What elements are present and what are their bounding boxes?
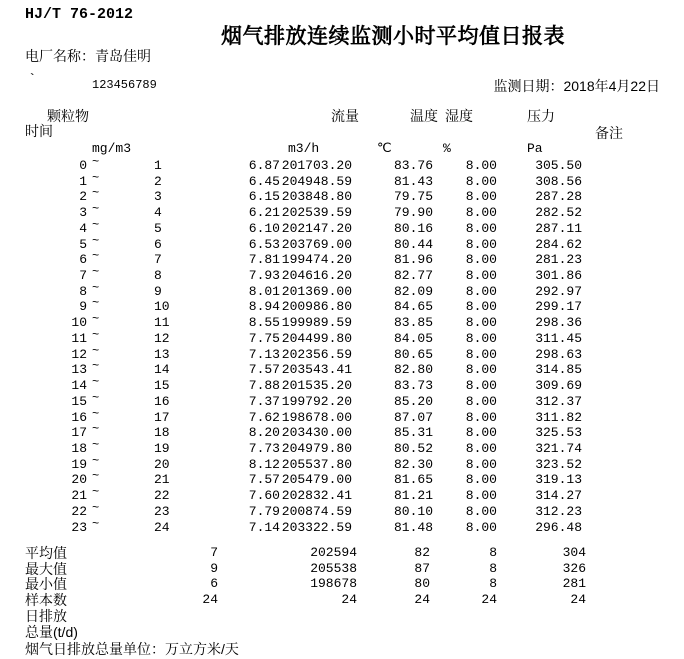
cell-hour-end: 19 xyxy=(154,440,170,456)
cell-pressure: 309.69 xyxy=(535,378,582,394)
cell-flow: 200986.80 xyxy=(281,299,352,315)
cell-temperature: 79.90 xyxy=(393,205,433,221)
cell-hour-start: 13 xyxy=(71,362,87,378)
summary-label: 最大值 xyxy=(25,560,67,577)
cell-hour-start: 16 xyxy=(71,409,87,425)
plant-name-label: 电厂名称： xyxy=(25,48,95,64)
cell-tilde: ~ xyxy=(92,406,100,421)
table-row xyxy=(0,233,684,253)
summary-row xyxy=(0,609,684,624)
cell-flow: 200874.59 xyxy=(281,503,352,519)
cell-tilde: ~ xyxy=(92,500,100,515)
cell-hour-start: 12 xyxy=(71,346,87,362)
summary-humidity: 8 xyxy=(489,545,497,560)
cell-hour-end: 3 xyxy=(154,189,162,205)
cell-flow: 202147.20 xyxy=(281,220,352,236)
table-row xyxy=(0,437,684,457)
table-row xyxy=(0,170,684,190)
col-header-temperature: 温度 xyxy=(410,108,438,124)
cell-humidity: 8.00 xyxy=(465,268,497,284)
cell-humidity: 8.00 xyxy=(465,220,497,236)
cell-particulate: 8.55 xyxy=(248,315,280,331)
cell-temperature: 83.76 xyxy=(393,158,433,173)
table-row xyxy=(0,406,684,426)
unit-particulate: mg/m3 xyxy=(92,141,132,156)
table-row xyxy=(0,375,684,394)
cell-hour-end: 1 xyxy=(154,158,162,173)
table-row xyxy=(0,390,684,410)
footer-note: 烟气日排放总量单位：万立方米/天 xyxy=(25,641,239,657)
cell-humidity: 8.00 xyxy=(465,503,497,519)
cell-humidity: 8.00 xyxy=(465,378,497,394)
cell-temperature: 80.16 xyxy=(393,220,433,236)
cell-flow: 202832.41 xyxy=(281,488,352,504)
cell-hour-start: 14 xyxy=(71,378,87,394)
cell-pressure: 311.82 xyxy=(535,409,582,425)
table-row xyxy=(0,516,684,536)
cell-hour-end: 13 xyxy=(154,346,170,362)
summary-label: 日排放 xyxy=(25,607,67,624)
cell-particulate: 6.45 xyxy=(248,173,280,189)
cell-hour-start: 3 xyxy=(79,205,87,221)
cell-hour-end: 2 xyxy=(154,173,162,189)
table-row xyxy=(0,186,684,205)
cell-tilde: ~ xyxy=(92,217,100,232)
cell-humidity: 8.00 xyxy=(465,456,497,472)
cell-temperature: 80.10 xyxy=(393,503,433,519)
cell-flow: 203848.80 xyxy=(281,189,352,205)
cell-flow: 204948.59 xyxy=(281,173,352,189)
cell-temperature: 80.44 xyxy=(393,236,433,252)
cell-pressure: 308.56 xyxy=(535,173,582,189)
summary-temperature: 80 xyxy=(414,576,430,592)
cell-tilde: ~ xyxy=(92,422,100,437)
cell-humidity: 8.00 xyxy=(465,425,497,441)
cell-hour-start: 22 xyxy=(71,503,87,519)
cell-particulate: 7.37 xyxy=(248,393,280,409)
cell-flow: 198678.00 xyxy=(281,409,352,425)
cell-humidity: 8.00 xyxy=(465,346,497,362)
cell-hour-end: 8 xyxy=(154,268,162,284)
cell-pressure: 305.50 xyxy=(535,158,582,173)
summary-flow: 24 xyxy=(341,592,357,608)
cell-hour-end: 12 xyxy=(154,330,170,346)
cell-hour-end: 16 xyxy=(154,393,170,409)
cell-humidity: 8.00 xyxy=(465,299,497,315)
monitor-date-value: 2018年4月22日 xyxy=(563,78,660,94)
cell-tilde: ~ xyxy=(92,296,100,311)
table-row xyxy=(0,485,684,504)
cell-temperature: 84.65 xyxy=(393,299,433,315)
cell-tilde: ~ xyxy=(92,233,100,248)
cell-particulate: 7.75 xyxy=(248,330,280,346)
cell-tilde: ~ xyxy=(92,312,100,327)
cell-temperature: 82.30 xyxy=(393,456,433,472)
col-header-flow: 流量 xyxy=(331,108,359,124)
cell-humidity: 8.00 xyxy=(465,409,497,425)
cell-hour-end: 24 xyxy=(154,519,170,535)
cell-particulate: 7.57 xyxy=(248,472,280,488)
cell-hour-end: 17 xyxy=(154,409,170,425)
cell-particulate: 7.93 xyxy=(248,268,280,284)
cell-hour-start: 11 xyxy=(71,330,87,346)
cell-humidity: 8.00 xyxy=(465,472,497,488)
cell-hour-start: 20 xyxy=(71,472,87,488)
cell-temperature: 81.21 xyxy=(393,488,433,504)
unit-pressure: Pa xyxy=(527,141,543,156)
cell-pressure: 314.85 xyxy=(535,362,582,378)
cell-hour-start: 19 xyxy=(71,456,87,472)
summary-pressure: 326 xyxy=(562,560,586,576)
col-header-particulate: 颗粒物 xyxy=(47,108,89,124)
table-row xyxy=(0,265,684,284)
cell-hour-start: 2 xyxy=(79,189,87,205)
cell-pressure: 298.36 xyxy=(535,315,582,331)
col-header-humidity: 湿度 xyxy=(445,108,473,124)
cell-hour-end: 23 xyxy=(154,503,170,519)
table-row xyxy=(0,155,684,174)
cell-hour-start: 7 xyxy=(79,268,87,284)
cell-temperature: 82.09 xyxy=(393,283,433,299)
cell-humidity: 8.00 xyxy=(465,330,497,346)
plant-name-value: 青岛佳明 xyxy=(95,48,151,64)
cell-particulate: 7.57 xyxy=(248,362,280,378)
cell-tilde: ~ xyxy=(92,375,100,390)
summary-humidity: 24 xyxy=(481,592,497,608)
cell-pressure: 299.17 xyxy=(535,299,582,315)
cell-flow: 204979.80 xyxy=(281,440,352,456)
table-row xyxy=(0,217,684,237)
serial-number: 123456789 xyxy=(92,78,157,92)
plant-name-line xyxy=(25,46,151,66)
cell-tilde: ~ xyxy=(92,202,100,217)
table-row xyxy=(0,422,684,441)
cell-hour-start: 6 xyxy=(79,252,87,268)
cell-particulate: 7.62 xyxy=(248,409,280,425)
cell-humidity: 8.00 xyxy=(465,252,497,268)
cell-tilde: ~ xyxy=(92,359,100,374)
cell-particulate: 6.87 xyxy=(248,158,280,173)
cell-pressure: 281.23 xyxy=(535,252,582,268)
cell-temperature: 83.73 xyxy=(393,378,433,394)
cell-hour-start: 21 xyxy=(71,488,87,504)
summary-temperature: 82 xyxy=(414,545,430,560)
table-row xyxy=(0,312,684,331)
cell-flow: 203430.00 xyxy=(281,425,352,441)
cell-humidity: 8.00 xyxy=(465,205,497,221)
cell-temperature: 82.80 xyxy=(393,362,433,378)
cell-hour-start: 1 xyxy=(79,173,87,189)
cell-flow: 201535.20 xyxy=(281,378,352,394)
cell-hour-end: 4 xyxy=(154,205,162,221)
cell-temperature: 83.85 xyxy=(393,315,433,331)
cell-tilde: ~ xyxy=(92,453,100,468)
cell-pressure: 321.74 xyxy=(535,440,582,456)
cell-particulate: 7.14 xyxy=(248,519,280,535)
summary-particulate: 6 xyxy=(210,576,218,592)
table-row xyxy=(0,296,684,315)
table-row xyxy=(0,469,684,488)
cell-particulate: 7.73 xyxy=(248,440,280,456)
cell-hour-end: 22 xyxy=(154,488,170,504)
cell-tilde: ~ xyxy=(92,265,100,280)
cell-hour-start: 9 xyxy=(79,299,87,315)
cell-hour-start: 10 xyxy=(71,315,87,331)
cell-temperature: 80.52 xyxy=(393,440,433,456)
cell-particulate: 7.60 xyxy=(248,488,280,504)
cell-temperature: 81.48 xyxy=(393,519,433,535)
monitor-date-label: 监测日期： xyxy=(493,78,564,94)
cell-tilde: ~ xyxy=(92,249,100,264)
cell-hour-start: 8 xyxy=(79,283,87,299)
col-header-time: 时间 xyxy=(25,123,53,139)
cell-hour-start: 0 xyxy=(79,158,87,173)
cell-particulate: 7.13 xyxy=(248,346,280,362)
report-title: 烟气排放连续监测小时平均值日报表 xyxy=(221,25,565,48)
cell-humidity: 8.00 xyxy=(465,315,497,331)
summary-label: 样本数 xyxy=(25,592,67,609)
cell-flow: 199989.59 xyxy=(281,315,352,331)
cell-pressure: 314.27 xyxy=(535,488,582,504)
cell-temperature: 87.07 xyxy=(393,409,433,425)
monitor-date-line xyxy=(493,76,660,96)
cell-hour-end: 5 xyxy=(154,220,162,236)
cell-pressure: 296.48 xyxy=(535,519,582,535)
cell-hour-end: 10 xyxy=(154,299,170,315)
cell-hour-start: 4 xyxy=(79,220,87,236)
cell-pressure: 287.11 xyxy=(535,220,582,236)
cell-tilde: ~ xyxy=(92,327,100,342)
cell-particulate: 8.20 xyxy=(248,425,280,441)
cell-particulate: 7.88 xyxy=(248,378,280,394)
cell-humidity: 8.00 xyxy=(465,488,497,504)
cell-tilde: ~ xyxy=(92,280,100,295)
summary-row xyxy=(0,625,684,640)
cell-tilde: ~ xyxy=(92,485,100,500)
cell-flow: 202539.59 xyxy=(281,205,352,221)
cell-pressure: 325.53 xyxy=(535,425,582,441)
cell-tilde: ~ xyxy=(92,186,100,201)
cell-flow: 204616.20 xyxy=(281,268,352,284)
summary-particulate: 7 xyxy=(210,545,218,560)
cell-particulate: 8.94 xyxy=(248,299,280,315)
cell-hour-start: 23 xyxy=(71,519,87,535)
cell-tilde: ~ xyxy=(92,390,100,405)
cell-humidity: 8.00 xyxy=(465,283,497,299)
unit-humidity: % xyxy=(443,141,451,156)
cell-flow: 205537.80 xyxy=(281,456,352,472)
cell-temperature: 85.31 xyxy=(393,425,433,441)
unit-flow: m3/h xyxy=(288,141,320,156)
cell-pressure: 282.52 xyxy=(535,205,582,221)
summary-row xyxy=(0,593,684,608)
cell-humidity: 8.00 xyxy=(465,189,497,205)
cell-particulate: 7.81 xyxy=(248,252,280,268)
cell-particulate: 6.53 xyxy=(248,236,280,252)
col-header-remark: 备注 xyxy=(595,125,623,141)
summary-row xyxy=(0,546,684,561)
table-row xyxy=(0,202,684,221)
cell-particulate: 6.10 xyxy=(248,220,280,236)
cell-pressure: 319.13 xyxy=(535,472,582,488)
cell-particulate: 6.15 xyxy=(248,189,280,205)
summary-pressure: 304 xyxy=(562,545,586,560)
cell-tilde: ~ xyxy=(92,155,100,169)
summary-flow: 198678 xyxy=(310,576,357,592)
cell-tilde: ~ xyxy=(92,437,100,452)
cell-particulate: 8.12 xyxy=(248,456,280,472)
cell-hour-end: 15 xyxy=(154,378,170,394)
summary-flow: 205538 xyxy=(310,560,357,576)
summary-row xyxy=(0,577,684,592)
cell-humidity: 8.00 xyxy=(465,519,497,535)
table-row xyxy=(0,500,684,520)
summary-temperature: 87 xyxy=(414,560,430,576)
table-row xyxy=(0,343,684,363)
summary-temperature: 24 xyxy=(414,592,430,608)
table-row xyxy=(0,280,684,300)
cell-pressure: 323.52 xyxy=(535,456,582,472)
cell-flow: 204499.80 xyxy=(281,330,352,346)
cell-pressure: 312.23 xyxy=(535,503,582,519)
cell-humidity: 8.00 xyxy=(465,236,497,252)
tick-mark: ` xyxy=(28,72,37,88)
cell-pressure: 298.63 xyxy=(535,346,582,362)
cell-tilde: ~ xyxy=(92,343,100,358)
cell-humidity: 8.00 xyxy=(465,173,497,189)
cell-hour-end: 14 xyxy=(154,362,170,378)
standard-code: HJ/T 76-2012 xyxy=(25,6,134,23)
cell-flow: 203543.41 xyxy=(281,362,352,378)
summary-particulate: 9 xyxy=(210,560,218,576)
cell-particulate: 7.79 xyxy=(248,503,280,519)
table-row xyxy=(0,327,684,347)
table-row xyxy=(0,453,684,473)
summary-label: 最小值 xyxy=(25,576,67,593)
table-row xyxy=(0,359,684,378)
cell-temperature: 81.65 xyxy=(393,472,433,488)
cell-pressure: 311.45 xyxy=(535,330,582,346)
summary-humidity: 8 xyxy=(489,560,497,576)
unit-temperature: ℃ xyxy=(377,140,392,155)
cell-particulate: 6.21 xyxy=(248,205,280,221)
cell-tilde: ~ xyxy=(92,170,100,185)
cell-pressure: 312.37 xyxy=(535,393,582,409)
cell-hour-start: 5 xyxy=(79,236,87,252)
cell-humidity: 8.00 xyxy=(465,158,497,173)
summary-row xyxy=(0,562,684,577)
cell-pressure: 292.97 xyxy=(535,283,582,299)
cell-temperature: 84.05 xyxy=(393,330,433,346)
cell-pressure: 301.86 xyxy=(535,268,582,284)
cell-hour-end: 21 xyxy=(154,472,170,488)
summary-pressure: 24 xyxy=(570,592,586,608)
cell-flow: 201703.20 xyxy=(281,158,352,173)
cell-flow: 202356.59 xyxy=(281,346,352,362)
cell-temperature: 82.77 xyxy=(393,268,433,284)
table-row xyxy=(0,249,684,268)
summary-pressure: 281 xyxy=(562,576,586,592)
cell-flow: 201369.00 xyxy=(281,283,352,299)
cell-flow: 203322.59 xyxy=(281,519,352,535)
cell-flow: 199474.20 xyxy=(281,252,352,268)
cell-temperature: 81.43 xyxy=(393,173,433,189)
cell-humidity: 8.00 xyxy=(465,440,497,456)
cell-hour-start: 18 xyxy=(71,440,87,456)
col-header-pressure: 压力 xyxy=(527,108,555,124)
summary-label: 总量(t/d) xyxy=(25,623,78,640)
cell-hour-start: 15 xyxy=(71,393,87,409)
cell-hour-end: 11 xyxy=(154,315,170,331)
cell-humidity: 8.00 xyxy=(465,393,497,409)
summary-label: 平均值 xyxy=(25,545,67,561)
cell-flow: 203769.00 xyxy=(281,236,352,252)
cell-tilde: ~ xyxy=(92,469,100,484)
cell-hour-end: 6 xyxy=(154,236,162,252)
cell-flow: 205479.00 xyxy=(281,472,352,488)
cell-pressure: 287.28 xyxy=(535,189,582,205)
summary-humidity: 8 xyxy=(489,576,497,592)
cell-hour-end: 18 xyxy=(154,425,170,441)
summary-flow: 202594 xyxy=(310,545,357,560)
summary-particulate: 24 xyxy=(202,592,218,608)
cell-temperature: 81.96 xyxy=(393,252,433,268)
cell-temperature: 80.65 xyxy=(393,346,433,362)
cell-flow: 199792.20 xyxy=(281,393,352,409)
cell-pressure: 284.62 xyxy=(535,236,582,252)
cell-tilde: ~ xyxy=(92,516,100,531)
cell-hour-start: 17 xyxy=(71,425,87,441)
cell-humidity: 8.00 xyxy=(465,362,497,378)
cell-hour-end: 7 xyxy=(154,252,162,268)
cell-hour-end: 20 xyxy=(154,456,170,472)
cell-temperature: 79.75 xyxy=(393,189,433,205)
cell-temperature: 85.20 xyxy=(393,393,433,409)
cell-particulate: 8.01 xyxy=(248,283,280,299)
cell-hour-end: 9 xyxy=(154,283,162,299)
